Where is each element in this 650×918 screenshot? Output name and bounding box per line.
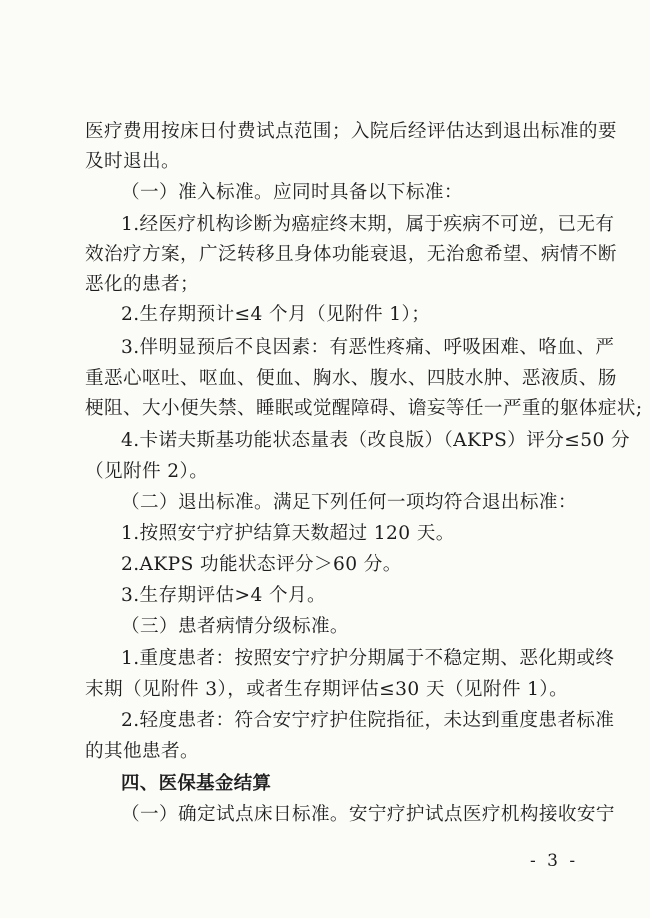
paragraph-line: （二）退出标准。满足下列任何一项均符合退出标准： bbox=[121, 492, 577, 513]
paragraph-line: 末期（见附件 3），或者生存期评估≤30 天（见附件 1）。 bbox=[85, 679, 569, 700]
paragraph-line: 2.AKPS 功能状态评分＞60 分。 bbox=[121, 554, 402, 575]
paragraph-line: 4.卡诺夫斯基功能状态量表（改良版）（AKPS）评分≤50 分 bbox=[121, 430, 631, 451]
paragraph-line: 恶化的患者； bbox=[85, 274, 199, 295]
paragraph-line: （见附件 2）。 bbox=[85, 461, 209, 482]
paragraph-line: 1.按照安宁疗护结算天数超过 120 天。 bbox=[121, 523, 455, 544]
paragraph-line: 梗阻、大小便失禁、睡眠或觉醒障碍、谵妄等任一严重的躯体症状; bbox=[85, 398, 643, 419]
paragraph-line: （一）确定试点床日标准。安宁疗护试点医疗机构接收安宁 bbox=[121, 804, 615, 825]
section-heading: 四、医保基金结算 bbox=[121, 773, 272, 794]
paragraph-line: （一）准入标准。应同时具备以下标准： bbox=[121, 182, 463, 203]
paragraph-line: （三）患者病情分级标准。 bbox=[121, 616, 349, 637]
paragraph-line: 重恶心呕吐、呕血、便血、胸水、腹水、四肢水肿、恶液质、肠 bbox=[85, 368, 617, 389]
paragraph-line: 的其他患者。 bbox=[85, 741, 199, 762]
paragraph-line: 及时退出。 bbox=[85, 151, 180, 172]
page-number: - 3 - bbox=[530, 851, 579, 871]
paragraph-line: 3.伴明显预后不良因素：有恶性疼痛、呼吸困难、咯血、严 bbox=[121, 337, 615, 358]
paragraph-line: 1.经医疗机构诊断为癌症终末期，属于疾病不可逆，已无有 bbox=[121, 214, 615, 235]
paragraph-line: 2.生存期预计≤4 个月（见附件 1）； bbox=[121, 304, 431, 325]
paragraph-line: 1.重度患者：按照安宁疗护分期属于不稳定期、恶化期或终 bbox=[121, 648, 615, 669]
paragraph-line: 医疗费用按床日付费试点范围；入院后经评估达到退出标准的要 bbox=[85, 121, 617, 142]
paragraph-line: 效治疗方案，广泛转移且身体功能衰退，无治愈希望、病情不断 bbox=[85, 244, 617, 265]
paragraph-line: 2.轻度患者：符合安宁疗护住院指征，未达到重度患者标准 bbox=[121, 710, 615, 731]
paragraph-line: 3.生存期评估>4 个月。 bbox=[121, 585, 327, 606]
